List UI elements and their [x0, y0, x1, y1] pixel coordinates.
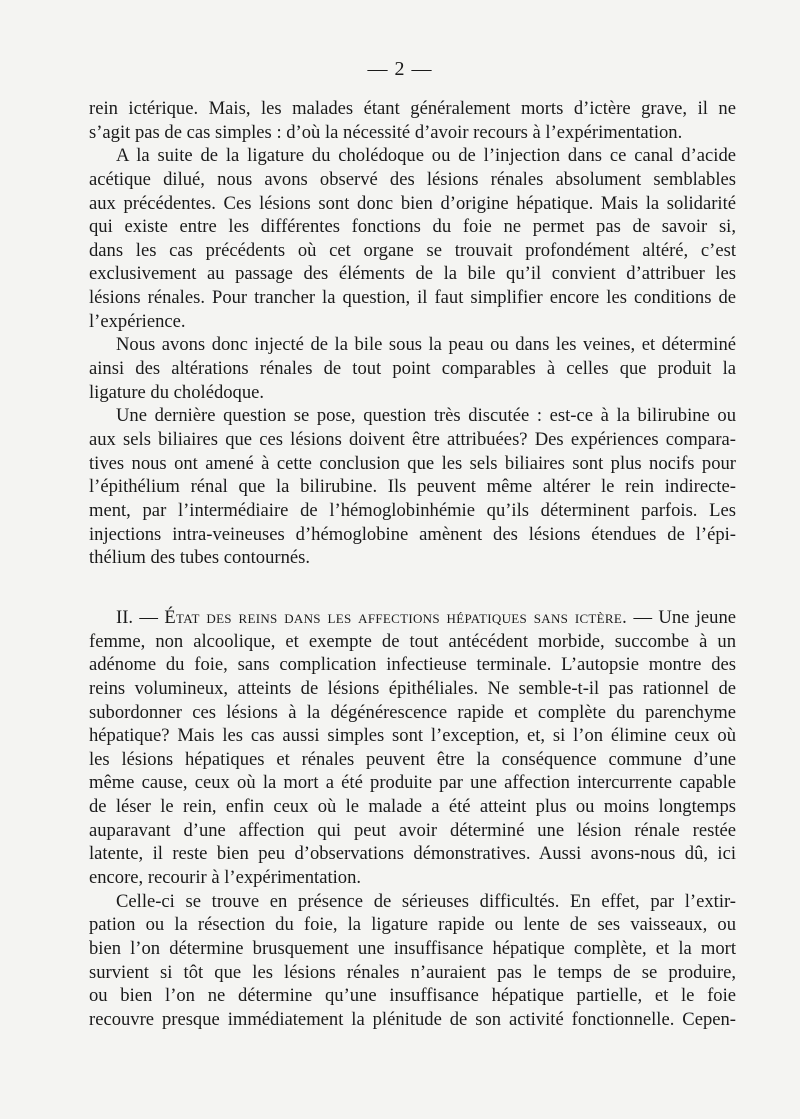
text-line: A la suite de la ligature du cholédoque ou de l’injection dans ce canal d’acide [116, 145, 736, 167]
text-line: ainsi des altérations rénales de tout point comparables à celles que produit la [89, 358, 736, 380]
text-line: même cause, ceux où la mort a été produite par une affection intercurrente capable [89, 772, 736, 794]
text-line: les lésions hépatiques et rénales peuvent être la conséquence commune d’une [89, 748, 736, 770]
text-line: exclusivement au passage des éléments de la bile qu’il convient d’attribuer les [89, 263, 736, 285]
text-line: Celle-ci se trouve en présence de sérieuses difficultés. En effet, par l’extir- [116, 890, 736, 912]
text-line: Nous avons donc injecté de la bile sous la peau ou dans les veines, et déterminé [116, 334, 736, 356]
text-line: rein ictérique. Mais, les malades étant généralement morts d’ictère grave, il ne [89, 98, 736, 119]
text-line: tives nous ont amené à cette conclusion que les sels biliaires sont plus nocifs pour [89, 452, 736, 474]
text-line: latente, il reste bien peu d’observations démonstratives. Aussi avons-nous dû, ici [89, 843, 736, 865]
text-line: pation ou la résection du foie, la ligature rapide ou lente de ses vaisseaux, ou [89, 914, 736, 936]
text-line: survient si tôt que les lésions rénales n’auraient pas le temps de se produire, [89, 961, 736, 983]
text-line: adénome du foie, sans complication infectieuse terminale. L’autopsie montre des [89, 654, 736, 676]
text-line: l’épithélium rénal que la bilirubine. Ils peuvent même altérer le rein indirecte- [89, 476, 736, 498]
text-line: reins volumineux, atteints de lésions épithéliales. Ne semble-t-il pas rationnel de [89, 677, 736, 699]
text-line: ment, par l’intermédiaire de l’hémoglobinhémie qu’ils déterminent parfois. Les [89, 499, 736, 521]
text-line: aux précédentes. Ces lésions sont donc bien d’origine hépatique. Mais la solidarité [89, 192, 736, 214]
text-line: hépatique? Mais les cas aussi simples sont l’exception, et, si l’on élimine ceux où [89, 725, 736, 747]
text-line: l’expérience. [89, 310, 186, 332]
text-line: acétique dilué, nous avons observé des lésions rénales absolument semblables [89, 168, 736, 190]
section-1-text [89, 97, 736, 570]
text-line: aux sels biliaires que ces lésions doivent être attribuées? Des expériences compara- [89, 428, 736, 450]
text-line: encore, recourir à l’expérimentation. [89, 867, 362, 889]
text-line: auparavant d’une affection qui peut avoir déterminé une lésion rénale restée [89, 819, 736, 841]
text-line: ou bien l’on ne détermine qu’une insuffisance hépatique partielle, et le foie [89, 985, 736, 1007]
text-line: recouvre presque immédiatement la plénitude de son activité fonctionnelle. Cepen- [89, 1008, 736, 1030]
text-line: lésions rénales. Pour trancher la question, il faut simplifier encore les conditions de [89, 287, 736, 309]
text-line: femme, non alcoolique, et exempte de tout antécédent morbide, succombe à un [89, 630, 736, 652]
text-line: de léser le rein, enfin ceux où le malade a été atteint plus ou moins longtemps [89, 796, 736, 818]
section-2-text [89, 606, 736, 1032]
text-line: injections intra-veineuses d’hémoglobine amènent des lésions étendues de l’épi- [89, 523, 736, 545]
text-line: subordonner ces lésions à la dégénérescence rapide et complète du parenchyme [89, 701, 736, 723]
section-heading: État des reins dans les affections hépatiques sans ictère. [164, 607, 628, 628]
page-number: — 2 — [367, 58, 433, 80]
text-line: ligature du cholédoque. [89, 381, 265, 403]
section-heading-line [89, 606, 736, 630]
text-line: dans les cas précédents où cet organe se trouvait profondément altéré, c’est [89, 239, 736, 261]
text-line: bien l’on détermine brusquement une insuffisance hépatique complète, et la mort [89, 937, 736, 959]
text-line: Une dernière question se pose, question très discutée : est-ce à la bilirubine ou [116, 405, 736, 427]
section-heading-rest: — Une jeune [633, 607, 737, 628]
text-line: qui existe entre les différentes fonctions du foie ne permet pas de savoir si, [89, 216, 736, 238]
text-line: thélium des tubes contournés. [89, 547, 311, 569]
text-line: s’agit pas de cas simples : d’où la nécessité d’avoir recours à l’expérimentation. [89, 121, 683, 143]
section-number: II. — [116, 607, 158, 628]
